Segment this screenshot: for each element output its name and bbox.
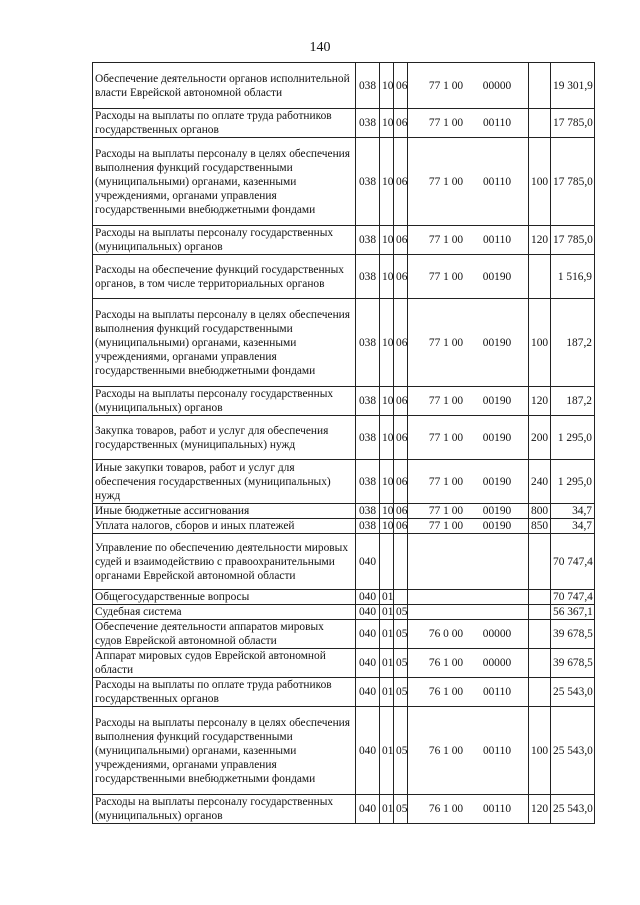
target-article-program: 77 1 00 [428, 234, 464, 246]
subsection-code [394, 590, 408, 605]
section-code: 01 [380, 605, 394, 620]
row-name: Обеспечение деятельности органов исполнительной власти Еврейской автономной области [93, 63, 356, 109]
target-article-code [408, 138, 529, 226]
target-article-code [408, 605, 529, 620]
subsection-code: 05 [394, 678, 408, 707]
table-row [93, 255, 595, 299]
amount: 34,7 [551, 519, 595, 534]
ministry-code: 038 [356, 387, 380, 416]
subsection-code: 05 [394, 795, 408, 824]
expense-type-code [529, 63, 551, 109]
subsection-code: 06 [394, 63, 408, 109]
ministry-code: 040 [356, 620, 380, 649]
ministry-code: 040 [356, 605, 380, 620]
target-article-code [408, 255, 529, 299]
ministry-code: 038 [356, 460, 380, 504]
target-article-program: 76 1 00 [428, 803, 464, 815]
row-name: Расходы на выплаты персоналу государственных (муниципальных) органов [93, 387, 356, 416]
expense-type-code: 800 [529, 504, 551, 519]
target-article-code [408, 534, 529, 590]
target-article-program: 77 1 00 [428, 395, 464, 407]
table-row [93, 299, 595, 387]
row-name: Иные закупки товаров, работ и услуг для обеспечения государственных (муниципальных) нужд [93, 460, 356, 504]
ministry-code: 038 [356, 416, 380, 460]
expense-type-code [529, 255, 551, 299]
table-row [93, 534, 595, 590]
section-code: 10 [380, 519, 394, 534]
subsection-code: 06 [394, 416, 408, 460]
amount: 1 295,0 [551, 460, 595, 504]
row-name: Обеспечение деятельности аппаратов мировых судов Еврейской автономной области [93, 620, 356, 649]
target-article-program: 77 1 00 [428, 431, 464, 444]
row-name: Расходы на выплаты персоналу государственных (муниципальных) органов [93, 226, 356, 255]
amount: 70 747,4 [551, 590, 595, 605]
subsection-code: 05 [394, 707, 408, 795]
table-row [93, 605, 595, 620]
target-article-program: 77 1 00 [428, 505, 464, 517]
target-article-code [408, 226, 529, 255]
amount: 187,2 [551, 387, 595, 416]
expense-type-code [529, 678, 551, 707]
amount: 17 785,0 [551, 138, 595, 226]
ministry-code: 038 [356, 109, 380, 138]
row-name: Расходы на выплаты персоналу государственных (муниципальных) органов [93, 795, 356, 824]
ministry-code: 040 [356, 707, 380, 795]
target-article-program: 77 1 00 [428, 175, 464, 188]
section-code: 01 [380, 590, 394, 605]
ministry-code: 038 [356, 226, 380, 255]
amount: 17 785,0 [551, 109, 595, 138]
ministry-code: 038 [356, 255, 380, 299]
target-article-program: 76 1 00 [428, 744, 464, 757]
target-article-direction: 00110 [482, 744, 512, 757]
expense-type-code: 120 [529, 795, 551, 824]
table-row [93, 707, 595, 795]
ministry-code: 038 [356, 519, 380, 534]
expense-type-code [529, 590, 551, 605]
section-code: 01 [380, 649, 394, 678]
table-row [93, 138, 595, 226]
row-name: Судебная система [93, 605, 356, 620]
amount: 19 301,9 [551, 63, 595, 109]
table-row [93, 649, 595, 678]
amount: 25 543,0 [551, 678, 595, 707]
target-article-program: 77 1 00 [428, 117, 464, 129]
expense-type-code: 100 [529, 707, 551, 795]
ministry-code: 038 [356, 138, 380, 226]
section-code: 01 [380, 795, 394, 824]
target-article-code [408, 387, 529, 416]
row-name: Расходы на выплаты персоналу в целях обеспечения выполнения функций государственными (муниципальными) органами, казенными учреждениями, органами управления государственными внебюджетными фондами [93, 707, 356, 795]
target-article-direction: 00190 [482, 505, 512, 517]
amount: 34,7 [551, 504, 595, 519]
section-code: 10 [380, 504, 394, 519]
expense-type-code: 100 [529, 299, 551, 387]
subsection-code: 06 [394, 519, 408, 534]
table-row [93, 460, 595, 504]
section-code: 10 [380, 416, 394, 460]
target-article-code [408, 590, 529, 605]
table-row [93, 590, 595, 605]
ministry-code: 040 [356, 590, 380, 605]
table-row [93, 519, 595, 534]
row-name: Расходы на выплаты персоналу в целях обеспечения выполнения функций государственными (муниципальными) органами, казенными учреждениями, органами управления государственными внебюджетными фондами [93, 299, 356, 387]
row-name: Расходы на выплаты по оплате труда работников государственных органов [93, 678, 356, 707]
section-code: 10 [380, 460, 394, 504]
ministry-code: 040 [356, 795, 380, 824]
section-code: 10 [380, 299, 394, 387]
ministry-code: 038 [356, 299, 380, 387]
section-code: 01 [380, 620, 394, 649]
row-name: Управление по обеспечению деятельности мировых судей и взаимодействию с правоохранительными органами Еврейской автономной области [93, 534, 356, 590]
page-number: 140 [309, 40, 331, 55]
table-row [93, 504, 595, 519]
row-name: Расходы на выплаты по оплате труда работников государственных органов [93, 109, 356, 138]
section-code: 10 [380, 109, 394, 138]
target-article-code [408, 460, 529, 504]
target-article-direction: 00190 [482, 395, 512, 407]
target-article-program: 76 1 00 [428, 686, 464, 698]
target-article-code [408, 299, 529, 387]
subsection-code: 06 [394, 226, 408, 255]
expense-type-code: 200 [529, 416, 551, 460]
target-article-direction: 00110 [482, 686, 512, 698]
subsection-code [394, 534, 408, 590]
amount: 187,2 [551, 299, 595, 387]
target-article-code [408, 678, 529, 707]
table-row [93, 387, 595, 416]
expense-type-code [529, 109, 551, 138]
subsection-code: 05 [394, 605, 408, 620]
section-code: 10 [380, 63, 394, 109]
target-article-direction: 00110 [482, 234, 512, 246]
target-article-program: 76 0 00 [428, 628, 464, 640]
section-code: 10 [380, 138, 394, 226]
table-row [93, 63, 595, 109]
expense-type-code: 240 [529, 460, 551, 504]
row-name: Закупка товаров, работ и услуг для обеспечения государственных (муниципальных) нужд [93, 416, 356, 460]
expense-type-code [529, 534, 551, 590]
target-article-direction: 00000 [482, 657, 512, 669]
target-article-program: 76 1 00 [428, 657, 464, 669]
section-code: 10 [380, 387, 394, 416]
expense-type-code: 100 [529, 138, 551, 226]
table-row [93, 109, 595, 138]
section-code: 01 [380, 707, 394, 795]
table-body [93, 63, 595, 824]
table-row [93, 795, 595, 824]
expense-type-code [529, 620, 551, 649]
ministry-code: 040 [356, 534, 380, 590]
ministry-code: 038 [356, 63, 380, 109]
amount: 1 295,0 [551, 416, 595, 460]
budget-table [92, 62, 595, 824]
amount: 39 678,5 [551, 649, 595, 678]
target-article-direction: 00190 [482, 270, 512, 283]
subsection-code: 06 [394, 299, 408, 387]
row-name: Уплата налогов, сборов и иных платежей [93, 519, 356, 534]
target-article-code [408, 620, 529, 649]
target-article-code [408, 519, 529, 534]
amount: 39 678,5 [551, 620, 595, 649]
target-article-direction: 00190 [482, 336, 512, 349]
target-article-direction: 00110 [482, 117, 512, 129]
ministry-code: 040 [356, 678, 380, 707]
ministry-code: 038 [356, 504, 380, 519]
row-name: Расходы на обеспечение функций государственных органов, в том числе территориальных органов [93, 255, 356, 299]
amount: 70 747,4 [551, 534, 595, 590]
table-row [93, 678, 595, 707]
target-article-direction: 00190 [482, 475, 512, 488]
row-name: Общегосударственные вопросы [93, 590, 356, 605]
target-article-direction: 00190 [482, 520, 512, 532]
target-article-code [408, 63, 529, 109]
target-article-direction: 00110 [482, 803, 512, 815]
row-name: Аппарат мировых судов Еврейской автономной области [93, 649, 356, 678]
expense-type-code: 120 [529, 226, 551, 255]
subsection-code: 06 [394, 138, 408, 226]
target-article-direction: 00110 [482, 175, 512, 188]
target-article-direction: 00000 [482, 628, 512, 640]
amount: 25 543,0 [551, 707, 595, 795]
target-article-program: 77 1 00 [428, 270, 464, 283]
section-code: 01 [380, 678, 394, 707]
subsection-code: 06 [394, 460, 408, 504]
expense-type-code [529, 605, 551, 620]
target-article-code [408, 504, 529, 519]
ministry-code: 040 [356, 649, 380, 678]
subsection-code: 06 [394, 255, 408, 299]
target-article-code [408, 707, 529, 795]
subsection-code: 06 [394, 109, 408, 138]
expense-type-code: 850 [529, 519, 551, 534]
expense-type-code: 120 [529, 387, 551, 416]
section-code: 10 [380, 226, 394, 255]
section-code [380, 534, 394, 590]
row-name: Иные бюджетные ассигнования [93, 504, 356, 519]
target-article-code [408, 795, 529, 824]
amount: 17 785,0 [551, 226, 595, 255]
amount: 1 516,9 [551, 255, 595, 299]
subsection-code: 05 [394, 649, 408, 678]
expense-type-code [529, 649, 551, 678]
row-name: Расходы на выплаты персоналу в целях обеспечения выполнения функций государственными (муниципальными) органами, казенными учреждениями, органами управления государственными внебюджетными фондами [93, 138, 356, 226]
target-article-program: 77 1 00 [428, 520, 464, 532]
target-article-code [408, 109, 529, 138]
section-code: 10 [380, 255, 394, 299]
subsection-code: 06 [394, 387, 408, 416]
amount: 25 543,0 [551, 795, 595, 824]
amount: 56 367,1 [551, 605, 595, 620]
table-row [93, 226, 595, 255]
target-article-direction: 00000 [482, 79, 512, 92]
target-article-program: 77 1 00 [428, 79, 464, 92]
table-row [93, 620, 595, 649]
subsection-code: 05 [394, 620, 408, 649]
target-article-code [408, 649, 529, 678]
target-article-code [408, 416, 529, 460]
target-article-program: 77 1 00 [428, 475, 464, 488]
target-article-direction: 00190 [482, 431, 512, 444]
subsection-code: 06 [394, 504, 408, 519]
target-article-program: 77 1 00 [428, 336, 464, 349]
table-row [93, 416, 595, 460]
